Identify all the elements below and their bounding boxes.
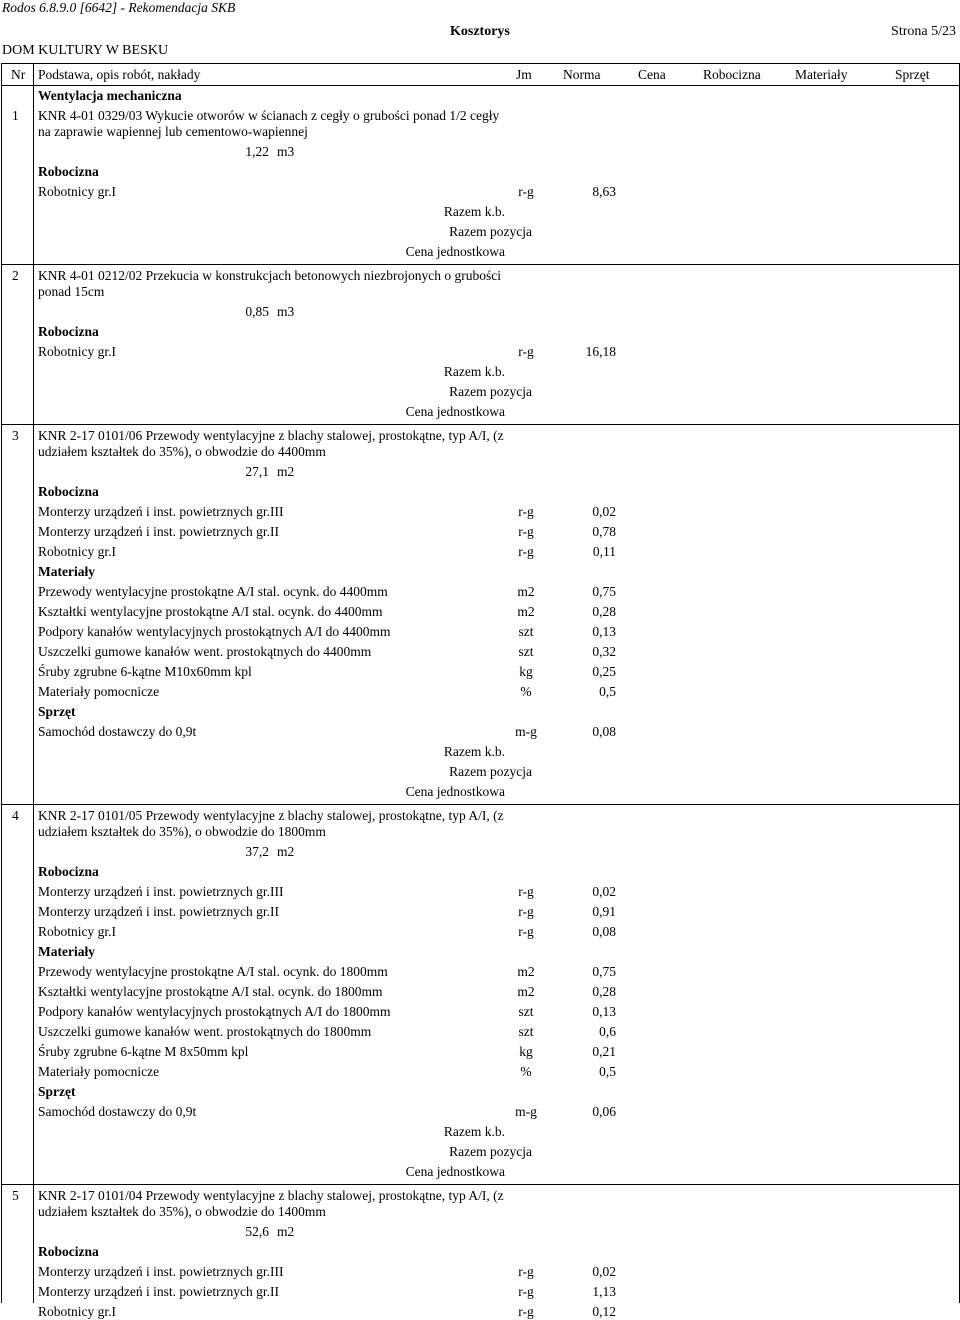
group-title: Sprzęt	[38, 704, 76, 719]
position-quantity: 27,1	[245, 464, 269, 479]
resource-name: Robotnicy gr.I	[38, 544, 116, 559]
client-name: DOM KULTURY W BESKU	[2, 43, 169, 58]
resource-unit: m-g	[515, 724, 537, 739]
resource-unit: r-g	[518, 924, 534, 939]
resource-norm: 0,75	[592, 584, 616, 599]
position-quantity: 37,2	[245, 844, 269, 859]
resource-unit: kg	[519, 1044, 533, 1059]
resource-norm: 0,5	[599, 1064, 616, 1079]
position-description: KNR 4-01 0212/02 Przekucia w konstrukcjach betonowych niezbrojonych o grubości ponad 15cm	[38, 268, 502, 299]
resource-name: Robotnicy gr.I	[38, 924, 116, 939]
col-norm: Norma	[563, 67, 601, 82]
resource-unit: r-g	[518, 884, 534, 899]
col-nr: Nr	[11, 67, 26, 82]
resource-name: Materiały pomocnicze	[38, 1064, 160, 1079]
position-description: KNR 2-17 0101/04 Przewody wentylacyjne z blachy stalowej, prostokątne, typ A/I, (z udziałem kształtek do 35%), o obwodzie do 1400mm	[38, 1188, 504, 1219]
position-unit: m3	[277, 304, 295, 319]
summary-unit-price-label: Cena jednostkowa	[405, 404, 505, 419]
resource-norm: 0,91	[592, 904, 616, 919]
position-quantity: 0,85	[245, 304, 269, 319]
resource-unit: m-g	[515, 1104, 537, 1119]
resource-name: Robotnicy gr.I	[38, 344, 116, 359]
resource-name: Uszczelki gumowe kanałów went. prostokątnych do 4400mm	[38, 644, 372, 659]
cost-estimate-table	[1, 63, 960, 1319]
position-description: KNR 2-17 0101/06 Przewody wentylacyjne z blachy stalowej, prostokątne, typ A/I, (z udziałem kształtek do 35%), o obwodzie do 4400mm	[38, 428, 504, 459]
summary-position-label: Razem pozycja	[449, 764, 532, 779]
position-description: KNR 2-17 0101/05 Przewody wentylacyjne z blachy stalowej, prostokątne, typ A/I, (z udziałem kształtek do 35%), o obwodzie do 1800mm	[38, 808, 504, 839]
resource-name: Podpory kanałów wentylacyjnych prostokątnych A/I do 1800mm	[38, 1004, 391, 1019]
resource-norm: 0,13	[592, 624, 616, 639]
resource-name: Monterzy urządzeń i inst. powietrznych gr.III	[38, 1264, 284, 1279]
group-title: Robocizna	[38, 864, 99, 879]
resource-norm: 0,21	[592, 1044, 616, 1059]
summary-position-label: Razem pozycja	[449, 384, 532, 399]
summary-position-label: Razem pozycja	[449, 1144, 532, 1159]
resource-norm: 0,28	[592, 604, 616, 619]
resource-norm: 0,28	[592, 984, 616, 999]
position-unit: m2	[277, 464, 295, 479]
group-title: Robocizna	[38, 324, 99, 339]
resource-unit: r-g	[518, 904, 534, 919]
resource-norm: 0,32	[592, 644, 616, 659]
resource-unit: r-g	[518, 1304, 534, 1319]
position-number: 4	[12, 808, 19, 823]
col-labour: Robocizna	[703, 67, 761, 82]
group-title: Robocizna	[38, 164, 99, 179]
col-equipment: Sprzęt	[895, 67, 930, 82]
resource-norm: 0,02	[592, 504, 616, 519]
group-title: Robocizna	[38, 484, 99, 499]
resource-norm: 0,02	[592, 884, 616, 899]
position-unit: m2	[277, 1224, 295, 1239]
resource-unit: m2	[517, 964, 535, 979]
resource-name: Monterzy urządzeń i inst. powietrznych gr.II	[38, 904, 280, 919]
resource-unit: r-g	[518, 524, 534, 539]
resource-name: Monterzy urządzeń i inst. powietrznych gr.II	[38, 524, 280, 539]
col-price: Cena	[638, 67, 666, 82]
resource-unit: %	[520, 1064, 532, 1079]
table-header	[2, 64, 959, 85]
position-quantity: 52,6	[245, 1224, 269, 1239]
position-description: KNR 4-01 0329/03 Wykucie otworów w ścianach z cegły o grubości ponad 1/2 cegły na zaprawie wapiennej lub cementowo-wapiennej	[38, 108, 500, 139]
resource-name: Kształtki wentylacyjne prostokątne A/I stal. ocynk. do 4400mm	[38, 604, 383, 619]
resource-name: Przewody wentylacyjne prostokątne A/I stal. ocynk. do 4400mm	[38, 584, 388, 599]
resource-unit: r-g	[518, 1264, 534, 1279]
resource-unit: m2	[517, 604, 535, 619]
page-number: Strona 5/23	[891, 24, 956, 39]
resource-norm: 0,12	[592, 1304, 616, 1319]
summary-unit-price-label: Cena jednostkowa	[405, 244, 505, 259]
resource-norm: 0,6	[599, 1024, 616, 1039]
resource-norm: 1,13	[592, 1284, 616, 1299]
resource-norm: 0,5	[599, 684, 616, 699]
resource-name: Podpory kanałów wentylacyjnych prostokątnych A/I do 4400mm	[38, 624, 391, 639]
resource-unit: r-g	[518, 184, 534, 199]
resource-unit: %	[520, 684, 532, 699]
group-title: Sprzęt	[38, 1084, 76, 1099]
resource-norm: 0,02	[592, 1264, 616, 1279]
resource-norm: 0,78	[592, 524, 616, 539]
col-materials: Materiały	[795, 67, 848, 82]
resource-unit: szt	[518, 624, 534, 639]
resource-name: Śruby zgrubne 6-kątne M 8x50mm kpl	[38, 1044, 249, 1059]
resource-norm: 0,08	[592, 924, 616, 939]
resource-unit: szt	[518, 1004, 534, 1019]
resource-name: Samochód dostawczy do 0,9t	[38, 724, 197, 739]
resource-unit: r-g	[518, 544, 534, 559]
resource-name: Przewody wentylacyjne prostokątne A/I stal. ocynk. do 1800mm	[38, 964, 388, 979]
resource-norm: 0,13	[592, 1004, 616, 1019]
resource-name: Monterzy urządzeń i inst. powietrznych gr.II	[38, 1284, 280, 1299]
resource-unit: r-g	[518, 504, 534, 519]
resource-norm: 0,06	[592, 1104, 616, 1119]
resource-norm: 0,75	[592, 964, 616, 979]
position-unit: m2	[277, 844, 295, 859]
position-unit: m3	[277, 144, 295, 159]
summary-kb-label: Razem k.b.	[443, 204, 505, 219]
group-title: Robocizna	[38, 1244, 99, 1259]
resource-name: Śruby zgrubne 6-kątne M10x60mm kpl	[38, 664, 252, 679]
summary-position-label: Razem pozycja	[449, 224, 532, 239]
resource-unit: r-g	[518, 344, 534, 359]
position-quantity: 1,22	[245, 144, 269, 159]
position-number: 1	[12, 108, 19, 123]
summary-kb-label: Razem k.b.	[443, 364, 505, 379]
resource-norm: 16,18	[585, 344, 616, 359]
col-description: Podstawa, opis robót, nakłady	[38, 67, 201, 82]
resource-norm: 0,11	[592, 544, 616, 559]
resource-unit: r-g	[518, 1284, 534, 1299]
resource-name: Materiały pomocnicze	[38, 684, 160, 699]
app-title: Rodos 6.8.9.0 [6642] - Rekomendacja SKB	[2, 0, 236, 15]
summary-unit-price-label: Cena jednostkowa	[405, 1164, 505, 1179]
resource-norm: 0,25	[592, 664, 616, 679]
resource-norm: 8,63	[592, 184, 616, 199]
document-title: Kosztorys	[450, 24, 510, 39]
resource-norm: 0,08	[592, 724, 616, 739]
position-number: 3	[12, 428, 19, 443]
resource-unit: m2	[517, 984, 535, 999]
resource-unit: szt	[518, 1024, 534, 1039]
summary-kb-label: Razem k.b.	[443, 1124, 505, 1139]
group-title: Materiały	[38, 564, 95, 579]
resource-unit: szt	[518, 644, 534, 659]
col-unit: Jm	[516, 67, 532, 82]
group-title: Materiały	[38, 944, 95, 959]
resource-name: Robotnicy gr.I	[38, 1304, 116, 1319]
resource-unit: kg	[519, 664, 533, 679]
resource-name: Kształtki wentylacyjne prostokątne A/I stal. ocynk. do 1800mm	[38, 984, 383, 999]
resource-name: Monterzy urządzeń i inst. powietrznych gr.III	[38, 504, 284, 519]
resource-name: Uszczelki gumowe kanałów went. prostokątnych do 1800mm	[38, 1024, 372, 1039]
position-number: 5	[12, 1188, 19, 1203]
resource-name: Samochód dostawczy do 0,9t	[38, 1104, 197, 1119]
resource-unit: m2	[517, 584, 535, 599]
summary-unit-price-label: Cena jednostkowa	[405, 784, 505, 799]
resource-name: Monterzy urządzeń i inst. powietrznych gr.III	[38, 884, 284, 899]
position-number: 2	[12, 268, 19, 283]
resource-name: Robotnicy gr.I	[38, 184, 116, 199]
section-title: Wentylacja mechaniczna	[38, 88, 182, 103]
summary-kb-label: Razem k.b.	[443, 744, 505, 759]
